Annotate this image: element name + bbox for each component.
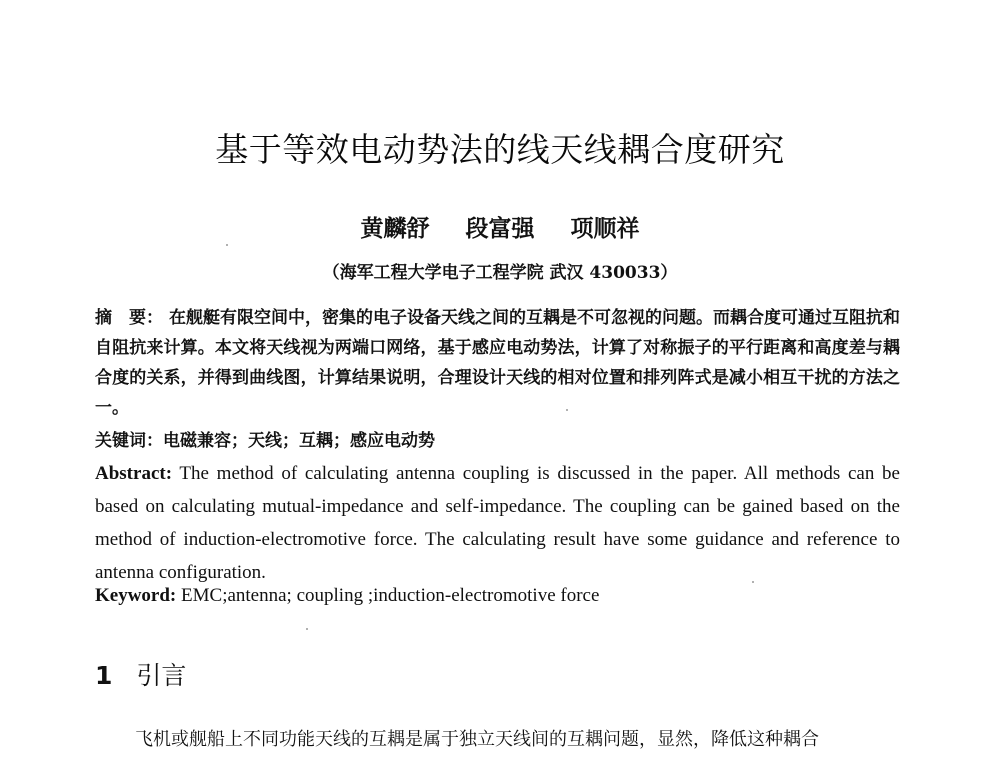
author-list: [0, 210, 1000, 243]
section-number: 1: [95, 661, 113, 690]
author-affiliation: （海军工程大学电子工程学院 武汉 430033）: [322, 263, 678, 283]
author-name: 黄麟舒: [360, 215, 430, 242]
author-name: 项顺祥: [570, 215, 640, 242]
english-keywords: [95, 585, 900, 607]
section-title: 引言: [136, 661, 187, 690]
chinese-keywords-label: 关键词：: [95, 431, 163, 451]
scan-speck: [752, 581, 754, 583]
body-paragraph: 飞机或舰船上不同功能天线的互耦是属于独立天线间的互耦问题，显然，降低这种耦合: [135, 729, 819, 750]
section-heading: [95, 656, 186, 692]
scan-speck: [306, 628, 308, 630]
chinese-abstract-text: 在舰艇有限空间中，密集的电子设备天线之间的互耦是不可忽视的问题。而耦合度可通过互阻抗和自阻抗来计算。本文将天线视为两端口网络，基于感应电动势法，计算了对称振子的平行距离和高度差与耦合度的关系，并得到曲线图，计算结果说明，合理设计天线的相对位置和排列阵式是减小相互干扰的方法之一。: [95, 308, 900, 418]
scan-speck: [566, 409, 568, 411]
english-abstract: [95, 457, 900, 589]
chinese-abstract: [95, 303, 900, 423]
chinese-keywords-text: 电磁兼容；天线；互耦；感应电动势: [163, 431, 435, 451]
chinese-abstract-label: 摘 要：: [95, 308, 163, 328]
paper-title: 基于等效电动势法的线天线耦合度研究: [215, 130, 785, 169]
chinese-keywords: [95, 426, 900, 451]
english-keywords-text: EMC;antenna; coupling ;induction-electromotive force: [181, 585, 600, 606]
scan-speck: [226, 244, 228, 246]
english-abstract-label: Abstract:: [95, 463, 173, 484]
english-abstract-text: The method of calculating antenna coupling is discussed in the paper. All methods can be based on calculating mutual-impedance and self-impedance. The coupling can be gained based on the method of induction-electromotive force. The calculating result have some guidance and reference to antenna configuration.: [95, 463, 900, 583]
author-name: 段富强: [465, 215, 535, 242]
english-keywords-label: Keyword:: [95, 585, 177, 606]
